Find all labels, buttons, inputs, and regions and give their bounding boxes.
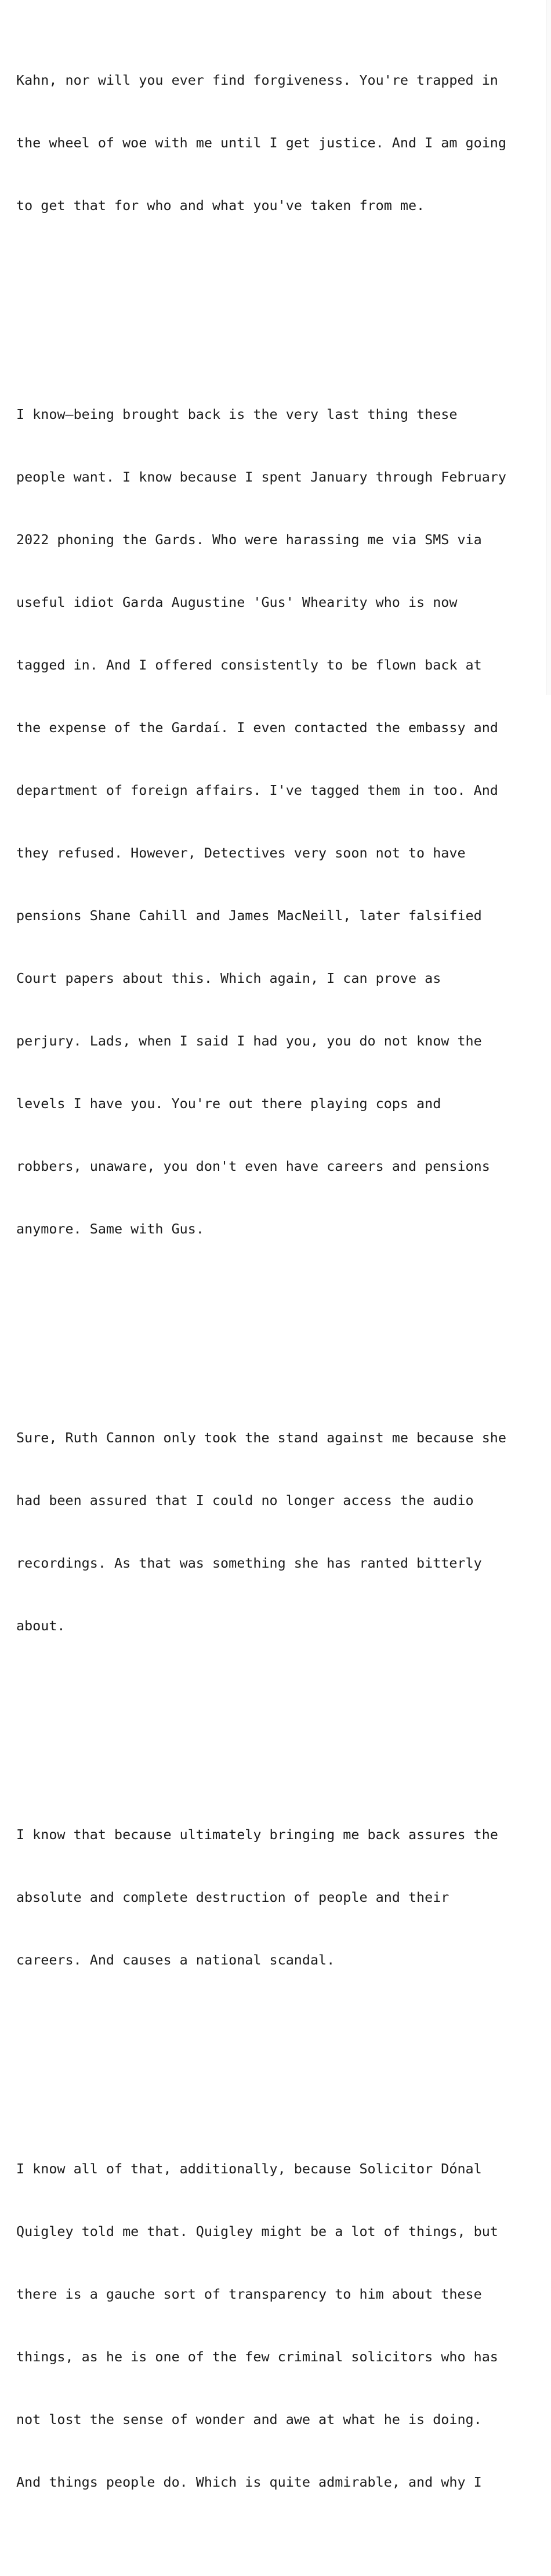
paragraph-1 bbox=[16, 28, 538, 258]
text-line: about. bbox=[16, 1618, 66, 1634]
text-line: robbers, unaware, you don't even have careers and pensions bbox=[16, 1158, 490, 1174]
text-line: Sure, Ruth Cannon only took the stand against me because she bbox=[16, 1430, 506, 1446]
text-line: absolute and complete destruction of people and their bbox=[16, 1889, 449, 1905]
text-line: there is a gauche sort of transparency to him about these bbox=[16, 2286, 482, 2302]
paragraph-spacer bbox=[16, 1720, 538, 1741]
text-line: not lost the sense of wonder and awe at what he is doing. bbox=[16, 2411, 482, 2427]
paragraph-spacer bbox=[16, 299, 538, 320]
text-line: to get that for who and what you've taken from me. bbox=[16, 197, 425, 214]
text-line: anymore. Same with Gus. bbox=[16, 1221, 204, 1237]
text-line: people want. I know because I spent January through February bbox=[16, 469, 506, 485]
text-line: careers. And causes a national scandal. bbox=[16, 1952, 335, 1968]
paragraph-5 bbox=[16, 2116, 538, 2534]
text-line: Court papers about this. Which again, I can prove as bbox=[16, 970, 441, 986]
paragraph-spacer bbox=[16, 2054, 538, 2075]
document-body bbox=[16, 0, 538, 2576]
text-line: the expense of the Gardaí. I even contacted the embassy and bbox=[16, 719, 498, 736]
text-line: they refused. However, Detectives very soon not to have bbox=[16, 845, 466, 861]
text-line: things, as he is one of the few criminal solicitors who has bbox=[16, 2349, 498, 2365]
text-line: recordings. As that was something she has ranted bitterly bbox=[16, 1555, 482, 1571]
text-line: I know that because ultimately bringing me back assures the bbox=[16, 1826, 498, 1843]
text-line: Quigley told me that. Quigley might be a lot of things, but bbox=[16, 2223, 498, 2239]
text-line: the wheel of woe with me until I get justice. And I am going bbox=[16, 135, 506, 151]
paragraph-2 bbox=[16, 362, 538, 1281]
text-line: had been assured that I could no longer access the audio bbox=[16, 1492, 474, 1508]
paragraph-4 bbox=[16, 1782, 538, 2012]
vertical-scrollbar[interactable] bbox=[546, 0, 551, 695]
paragraph-3 bbox=[16, 1385, 538, 1678]
text-line: tagged in. And I offered consistently to be flown back at bbox=[16, 657, 482, 673]
paragraph-spacer bbox=[16, 1323, 538, 1344]
text-line: levels I have you. You're out there playing cops and bbox=[16, 1095, 441, 1112]
text-line: perjury. Lads, when I said I had you, you do not know the bbox=[16, 1033, 482, 1049]
text-line: department of foreign affairs. I've tagged them in too. And bbox=[16, 782, 498, 798]
text-line: I know all of that, additionally, because Solicitor Dónal bbox=[16, 2161, 482, 2177]
text-line: Kahn, nor will you ever find forgiveness. You're trapped in bbox=[16, 72, 498, 88]
text-line: And things people do. Which is quite admirable, and why I bbox=[16, 2474, 482, 2490]
text-line: 2022 phoning the Gards. Who were harassing me via SMS via bbox=[16, 531, 482, 548]
text-line: useful idiot Garda Augustine 'Gus' Whearity who is now bbox=[16, 594, 458, 610]
text-line: I know—being brought back is the very last thing these bbox=[16, 406, 458, 422]
text-line: pensions Shane Cahill and James MacNeill, later falsified bbox=[16, 907, 482, 924]
